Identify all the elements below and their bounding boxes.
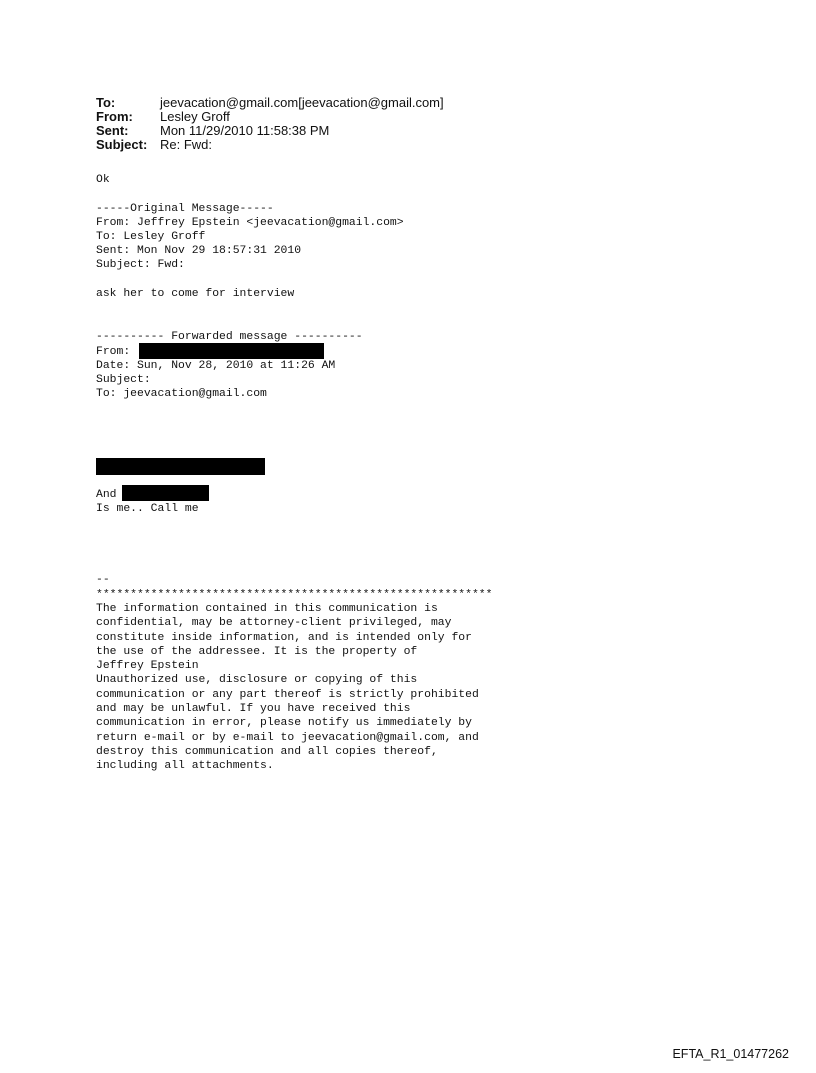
signature-stars: ********************************************************** — [96, 589, 493, 601]
disclaimer-line: including all attachments. — [96, 760, 274, 773]
disclaimer-line: Unauthorized use, disclosure or copying of this — [96, 674, 418, 687]
original-sent-line: Sent: Mon Nov 29 18:57:31 2010 — [96, 245, 302, 257]
forwarded-from-label: From: — [96, 346, 131, 358]
disclaimer-line: return e-mail or by e-mail to jeevacation@gmail.com, and — [96, 731, 479, 744]
forwarded-is-me-line: Is me.. Call me — [96, 503, 199, 515]
to-label: To: — [96, 95, 116, 110]
redaction-bar — [96, 458, 265, 475]
sent-value: Mon 11/29/2010 11:58:38 PM — [160, 123, 330, 138]
redaction-bar — [122, 485, 209, 501]
original-to-line: To: Lesley Groff — [96, 231, 206, 243]
disclaimer-line: constitute inside information, and is intended only for — [96, 631, 472, 644]
original-body: ask her to come for interview — [96, 288, 295, 300]
reply-text: Ok — [96, 174, 110, 186]
header-subject-row — [96, 138, 444, 152]
header-to-row — [96, 96, 444, 110]
forwarded-date-line: Date: Sun, Nov 28, 2010 at 11:26 AM — [96, 360, 336, 372]
from-value: Lesley Groff — [160, 109, 230, 124]
forwarded-to-line: To: jeevacation@gmail.com — [96, 388, 267, 400]
subject-value: Re: Fwd: — [160, 137, 213, 152]
forwarded-subject-line: Subject: — [96, 374, 151, 386]
header-from-row — [96, 110, 444, 124]
disclaimer-line: and may be unlawful. If you have received this — [96, 703, 411, 716]
disclaimer-line: Jeffrey Epstein — [96, 660, 199, 673]
signature-dashes: -- — [96, 574, 110, 586]
document-id: EFTA_R1_01477262 — [672, 1047, 789, 1061]
original-subject-line: Subject: Fwd: — [96, 259, 185, 271]
redaction-bar — [139, 343, 324, 359]
sent-label: Sent: — [96, 123, 129, 138]
from-label: From: — [96, 109, 133, 124]
disclaimer-line: the use of the addressee. It is the property of — [96, 645, 418, 658]
email-header — [96, 96, 444, 152]
forwarded-divider: ---------- Forwarded message ---------- — [96, 331, 363, 343]
original-divider: -----Original Message----- — [96, 203, 274, 215]
header-sent-row — [96, 124, 444, 138]
to-value: jeevacation@gmail.com[jeevacation@gmail.com] — [160, 95, 444, 110]
disclaimer-line: communication or any part thereof is strictly prohibited — [96, 688, 479, 701]
disclaimer-text — [96, 602, 479, 774]
original-from-line: From: Jeffrey Epstein <jeevacation@gmail.com> — [96, 217, 404, 229]
subject-label: Subject: — [96, 137, 148, 152]
forwarded-and-text: And — [96, 489, 117, 501]
disclaimer-line: confidential, may be attorney-client privileged, may — [96, 617, 452, 630]
disclaimer-line: destroy this communication and all copies thereof, — [96, 745, 438, 758]
disclaimer-line: communication in error, please notify us immediately by — [96, 717, 472, 730]
disclaimer-line: The information contained in this communication is — [96, 603, 438, 615]
